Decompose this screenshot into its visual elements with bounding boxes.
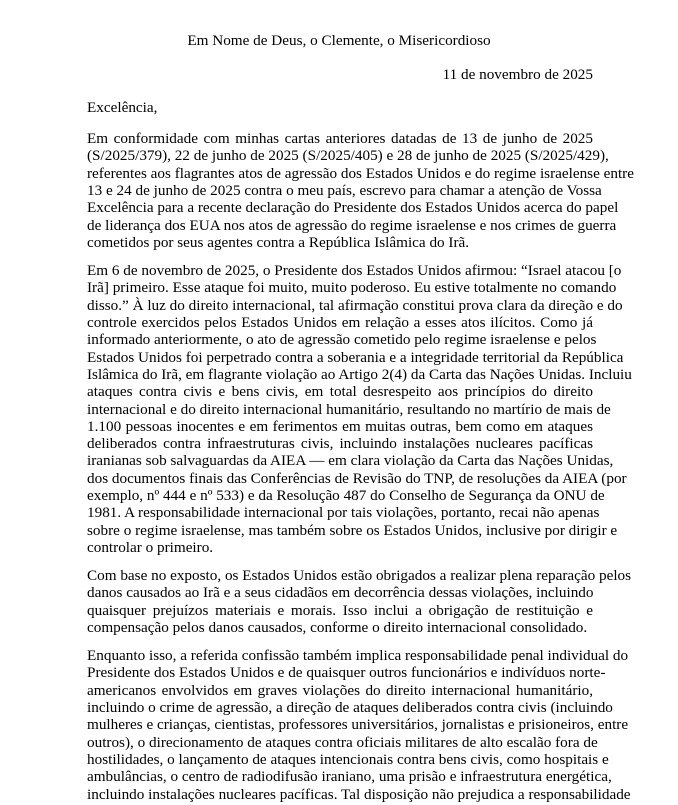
text-line: 13 e 24 de junho de 2025 contra o meu país, escrevo para chamar a atenção de Vossa	[87, 181, 602, 199]
text-line: dos documentos finais das Conferências de Revisão do TNP, de resoluções da AIEA (por	[87, 469, 627, 487]
text-line: danos causados ao Irã e a seus cidadãos em decorrência dessas violações, incluindo	[87, 584, 594, 602]
text-line: Estados Unidos foi perpetrado contra a soberania e a integridade territorial da República	[87, 348, 624, 366]
text-line: hostilidades, o lançamento de ataques intencionais contra bens civis, como hospitais e	[87, 751, 609, 769]
text-line: sobre o regime israelense, mas também sobre os Estados Unidos, inclusive por dirigir e	[87, 521, 618, 539]
text-line: iranianas sob salvaguardas da AIEA — em clara violação da Carta das Nações Unidas,	[87, 452, 614, 470]
text-line: 1981. A responsabilidade internacional por tais violações, portanto, recai não apenas	[87, 504, 600, 522]
text-line: outros), o direcionamento de ataques contra oficiais militares de alto escalão fora de	[87, 733, 598, 751]
text-line: americanos envolvidos em graves violações do direito internacional humanitário,	[87, 681, 593, 699]
text-line: deliberados contra infraestruturas civis, incluindo instalações nucleares pacíficas	[87, 435, 593, 453]
salutation: Excelência,	[87, 99, 158, 116]
text-line: controlar o primeiro.	[87, 539, 214, 557]
text-line: referentes aos flagrantes atos de agressão dos Estados Unidos e do regime israelense entre	[87, 164, 634, 182]
text-line: cometidos por seus agentes contra a República Islâmica do Irã.	[87, 233, 470, 251]
text-line: Excelência para a recente declaração do Presidente dos Estados Unidos acerca do papel	[87, 199, 619, 217]
text-line: incluindo o crime de agressão, a direção de ataques deliberados contra civis (incluindo	[87, 699, 613, 717]
text-line: informado anteriormente, o ato de agressão cometido pelo regime israelense e pelos	[87, 331, 597, 349]
text-line: incluindo instalações nucleares pacíficas. Tal disposição não prejudica a responsabilidade	[87, 785, 631, 803]
text-line: mulheres e crianças, cientistas, professores universitários, jornalistas e prisioneiros, entre	[87, 716, 629, 734]
text-line: 1.100 pessoas inocentes e em ferimentos em muitas outras, bem como em ataques	[87, 417, 593, 435]
text-line: Presidente dos Estados Unidos e de quaisquer outros funcionários e indivíduos norte-	[87, 664, 606, 682]
text-line: ataques contra civis e bens civis, em total desrespeito aos princípios do direito	[87, 383, 593, 401]
text-line: Em conformidade com minhas cartas anteriores datadas de 13 de junho de 2025	[87, 130, 593, 147]
text-line: internacional e do direito internacional humanitário, resultando no martírio de mais de	[87, 400, 611, 418]
text-line: (S/2025/379), 22 de junho de 2025 (S/2025/405) e 28 de junho de 2025 (S/2025/429),	[87, 147, 609, 165]
text-line: controle exercidos pelos Estados Unidos em relação a esses atos ilícitos. Como já	[87, 313, 593, 331]
text-line: Em 6 de novembro de 2025, o Presidente dos Estados Unidos afirmou: “Israel atacou [o	[87, 261, 622, 279]
text-line: de liderança dos EUA nos atos de agressão do regime israelense e nos crimes de guerra	[87, 216, 617, 234]
text-line: Com base no exposto, os Estados Unidos estão obrigados a realizar plena reparação pelos	[87, 567, 632, 585]
text-line: exemplo, nº 444 e nº 533) e da Resolução 487 do Conselho de Segurança da ONU de	[87, 487, 605, 505]
invocation-heading: Em Nome de Deus, o Clemente, o Misericordioso	[187, 32, 491, 49]
text-line: quaisquer prejuízos materiais e morais. Isso inclui a obrigação de restituição e	[87, 601, 593, 619]
text-line: disso.” À luz do direito internacional, tal afirmação constitui prova clara da direção e do	[87, 296, 623, 314]
text-line: Islâmica do Irã, em flagrante violação ao Artigo 2(4) da Carta das Nações Unidas. Incluiu	[87, 365, 632, 383]
text-line: ambulâncias, o centro de radiodifusão iraniano, uma prisão e infraestrutura energética,	[87, 768, 612, 786]
text-line: compensação pelos danos causados, conforme o direito internacional consolidado.	[87, 619, 588, 637]
text-line: Enquanto isso, a referida confissão também implica responsabilidade penal individual do	[87, 647, 629, 665]
text-line: Irã] primeiro. Esse ataque foi muito, muito poderoso. Eu estive totalmente no comando	[87, 279, 617, 297]
letter-date: 11 de novembro de 2025	[442, 66, 593, 83]
